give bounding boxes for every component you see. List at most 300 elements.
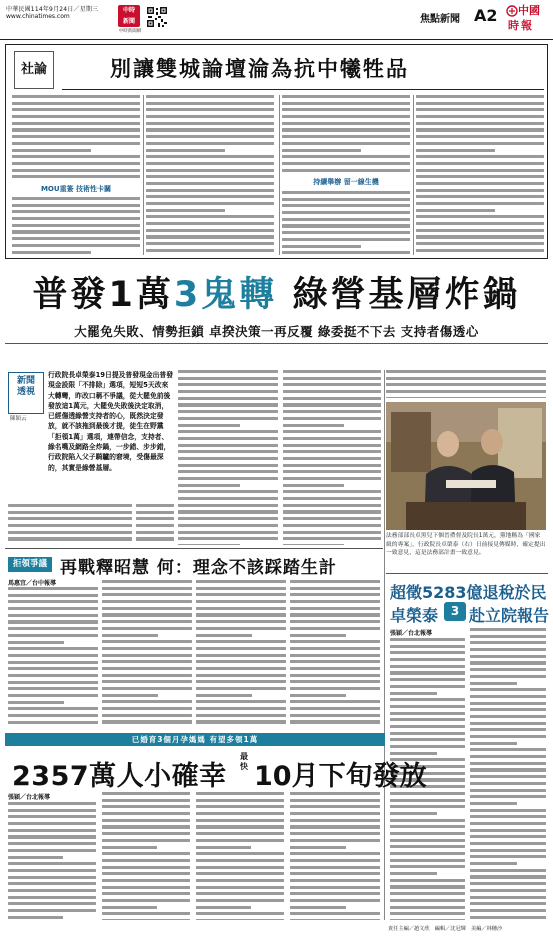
body-text-line (290, 886, 380, 889)
body-text-line (416, 182, 544, 185)
body-text-line (178, 544, 240, 545)
editorial-subhead-2: 持續舉辦 留一線生機 (313, 178, 379, 186)
tax-headline-line-1: 超徵5283億退稅於民 (390, 583, 547, 602)
body-text-line (196, 852, 284, 855)
body-text-line (196, 839, 284, 842)
body-text-line (283, 464, 381, 467)
lead-column-4 (386, 370, 546, 398)
body-text-line (470, 842, 546, 845)
payout-headline-tag: 最快 (240, 752, 248, 771)
body-text-line (283, 544, 344, 545)
body-text-line (196, 792, 284, 795)
body-text-line (102, 593, 192, 596)
body-text-line (102, 859, 190, 862)
body-text-line (102, 620, 192, 623)
payout-column-4 (290, 792, 380, 920)
body-text-line (470, 889, 546, 892)
body-text-line (178, 477, 278, 480)
page-number: A2 (474, 6, 498, 25)
body-text-line (290, 839, 380, 842)
body-text-line (102, 720, 192, 723)
editorial-title: 別讓雙城論壇淪為抗中犧牲品 (110, 56, 409, 81)
body-text-line (196, 899, 284, 902)
body-text-line (470, 902, 546, 905)
body-text-line (196, 620, 286, 623)
brand-name-top: 中國 (518, 4, 540, 17)
body-text-line (416, 242, 544, 245)
body-text-line (196, 640, 286, 643)
body-text-line (136, 531, 174, 534)
body-text-line (8, 876, 96, 879)
body-text-line (8, 822, 96, 825)
tax-headline-badge: 3 (444, 602, 466, 621)
body-text-line (416, 229, 544, 232)
body-text-line (290, 627, 380, 630)
body-text-line (470, 702, 546, 705)
body-text-line (386, 397, 546, 398)
body-text-line (8, 902, 96, 905)
body-text-line (102, 607, 192, 610)
body-text-line (196, 647, 286, 650)
body-text-line (146, 242, 274, 245)
body-text-line (102, 906, 157, 909)
body-text-line (283, 403, 381, 406)
body-text-line (178, 417, 278, 420)
body-text-line (470, 675, 546, 678)
masthead (0, 0, 553, 40)
editorial-column-1b (12, 197, 140, 255)
body-text-line (196, 654, 286, 657)
body-text-line (146, 249, 274, 252)
body-text-line (8, 654, 98, 657)
body-text-line (282, 149, 361, 152)
body-text-line (8, 531, 132, 534)
body-text-line (136, 524, 174, 527)
body-text-line (290, 720, 380, 723)
body-text-line (470, 896, 546, 899)
body-text-line (416, 202, 544, 205)
body-text-line (178, 383, 278, 386)
body-text-line (8, 587, 98, 590)
body-text-line (290, 819, 380, 822)
body-text-line (8, 517, 132, 520)
body-text-line (102, 600, 192, 603)
body-text-line (146, 215, 274, 218)
body-text-line (146, 209, 225, 212)
divider (5, 548, 383, 549)
app-logo-caption: 中時新聞網 (118, 29, 142, 34)
body-text-line (8, 607, 98, 610)
issue-date: 中華民國114年9月24日／星期三 (6, 6, 99, 13)
body-text-line (12, 128, 140, 131)
body-text-line (282, 198, 410, 201)
lead-headline-accent: 3鬼轉 (173, 275, 278, 315)
body-text-line (8, 809, 96, 812)
analysis-badge (8, 372, 44, 414)
body-text-line (470, 648, 546, 651)
body-text-line (196, 906, 251, 909)
body-text-line (12, 135, 140, 138)
body-text-line (8, 641, 64, 644)
body-text-line (146, 169, 274, 172)
body-text-line (390, 852, 465, 855)
body-text-line (12, 175, 140, 178)
body-text-line (102, 587, 192, 590)
body-text-line (102, 805, 190, 808)
body-text-line (178, 457, 278, 460)
lead-deck: 大罷免失敗、情勢拒鎖 卓揆決策一再反覆 綠委挺不下去 支持者傷透心 (74, 324, 479, 339)
site-url: www.chinatimes.com (6, 13, 70, 20)
body-text-line (390, 745, 465, 748)
body-text-line (196, 872, 284, 875)
payout-column-1 (8, 802, 96, 920)
body-text-line (102, 580, 192, 583)
body-text-line (102, 812, 190, 815)
body-text-line (102, 654, 192, 657)
body-text-line (283, 517, 381, 520)
lead-column-1 (8, 504, 132, 544)
body-text-line (146, 189, 274, 192)
body-text-line (470, 789, 546, 792)
body-text-line (290, 707, 380, 710)
body-text-line (102, 825, 190, 828)
body-text-line (136, 517, 174, 520)
debate-column-4 (290, 580, 380, 725)
body-text-line (283, 470, 381, 473)
body-text-line (12, 169, 140, 172)
body-text-line (470, 768, 546, 771)
body-text-line (290, 674, 380, 677)
body-text-line (282, 169, 410, 172)
body-text-line (290, 700, 380, 703)
body-text-line (416, 209, 495, 212)
body-text-line (290, 825, 380, 828)
body-text-line (390, 692, 437, 695)
analysis-lead: 行政院長卓榮泰19日提及普發現金出普發現金設限「不排除」選項，短短5天改來大轉彎，昨改口稱不爭議，從大罷免前後發放這1萬元，大罷免失敗後決定取消，已經傷透綠營支持者的心，既然決定發放，就不該拖到最後才提，徒生在野黨「拒領1萬」選項，連帶信念，支持者、綠名嘴及網路全炸鍋，一步錯、步步錯，行政院陷入父子騎驢的窘境，受傷最深的，其實是綠營基層。 (48, 371, 174, 472)
body-text-line (136, 511, 174, 514)
analysis-badge-top: 新聞 (16, 376, 35, 386)
body-text-line (390, 665, 465, 668)
body-text-line (282, 162, 410, 165)
body-text-line (470, 641, 546, 644)
body-text-line (196, 674, 286, 677)
body-text-line (282, 204, 410, 207)
body-text-line (290, 872, 380, 875)
body-text-line (196, 859, 284, 862)
lead-headline-part-1: 普發1萬 (32, 275, 174, 315)
body-text-line (178, 410, 278, 413)
payout-byline: 張穎／台北報導 (8, 794, 51, 801)
body-text-line (282, 102, 410, 105)
body-text-line (470, 916, 546, 919)
body-text-line (196, 634, 252, 637)
body-text-line (102, 680, 192, 683)
body-text-line (8, 681, 98, 684)
body-text-line (8, 600, 98, 603)
body-text-line (12, 122, 140, 125)
body-text-line (102, 799, 190, 802)
body-text-line (390, 651, 465, 654)
divider (386, 573, 548, 574)
body-text-line (102, 912, 190, 915)
body-text-line (178, 490, 278, 493)
body-text-line (290, 607, 380, 610)
body-text-line (290, 799, 380, 802)
body-text-line (283, 510, 381, 513)
body-text-line (283, 531, 381, 534)
body-text-line (290, 687, 380, 690)
body-text-line (8, 620, 98, 623)
body-text-line (416, 122, 544, 125)
body-text-line (416, 155, 544, 158)
body-text-line (416, 102, 544, 105)
body-text-line (290, 634, 346, 637)
body-text-line (470, 829, 546, 832)
body-text-line (390, 671, 465, 674)
body-text-line (8, 674, 98, 677)
body-text-line (470, 802, 517, 805)
body-text-line (283, 370, 381, 373)
editorial-column-3 (282, 95, 410, 173)
body-text-line (416, 195, 544, 198)
body-text-line (196, 799, 284, 802)
body-text-line (470, 668, 546, 671)
body-text-line (102, 899, 190, 902)
body-text-line (470, 708, 546, 711)
body-text-line (290, 600, 380, 603)
body-text-line (390, 912, 465, 915)
body-text-line (386, 390, 546, 393)
body-text-line (146, 122, 274, 125)
body-text-line (102, 667, 192, 670)
body-text-line (8, 524, 132, 527)
body-text-line (178, 390, 278, 393)
body-text-line (390, 732, 465, 735)
lead-column-2 (178, 370, 278, 545)
body-text-line (146, 155, 274, 158)
body-text-line (12, 204, 140, 207)
body-text-line (8, 504, 132, 507)
body-text-line (178, 424, 240, 427)
body-text-line (390, 832, 465, 835)
body-text-line (146, 115, 274, 118)
body-text-line (8, 707, 98, 710)
body-text-line (12, 102, 140, 105)
body-text-line (386, 377, 546, 380)
brand-name-bottom: 時報 (508, 19, 534, 32)
body-text-line (283, 417, 381, 420)
body-text-line (282, 115, 410, 118)
body-text-line (470, 661, 546, 664)
body-text-line (290, 899, 380, 902)
body-text-line (8, 889, 96, 892)
body-text-line (102, 872, 190, 875)
body-text-line (196, 919, 284, 920)
body-text-line (390, 845, 465, 848)
body-text-line (12, 237, 140, 240)
payout-headline-2: 10月下旬發放 (254, 761, 427, 792)
tax-column-2 (470, 628, 546, 920)
body-text-line (178, 430, 278, 433)
body-text-line (178, 464, 278, 467)
body-text-line (282, 211, 410, 214)
body-text-line (102, 700, 192, 703)
body-text-line (282, 218, 410, 221)
body-text-line (178, 497, 278, 500)
body-text-line (390, 685, 465, 688)
debate-byline: 馬惠宜／台中報導 (8, 580, 57, 587)
body-text-line (8, 896, 96, 899)
body-text-line (102, 674, 192, 677)
body-text-line (196, 886, 284, 889)
lead-column-3 (283, 370, 381, 545)
body-text-line (178, 484, 240, 487)
body-text-line (8, 694, 98, 697)
body-text-line (12, 142, 140, 145)
body-text-line (283, 377, 381, 380)
body-text-line (290, 647, 380, 650)
body-text-line (386, 370, 546, 373)
body-text-line (283, 504, 381, 507)
lead-headline-part-2: 綠營基層炸鍋 (277, 275, 521, 315)
body-text-line (290, 852, 380, 855)
body-text-line (8, 594, 98, 597)
body-text-line (416, 115, 544, 118)
editorial-column-4 (416, 95, 544, 255)
body-text-line (416, 108, 544, 111)
body-text-line (146, 142, 274, 145)
payout-column-2 (102, 792, 190, 920)
body-text-line (282, 224, 410, 227)
body-text-line (470, 869, 546, 872)
body-text-line (290, 859, 380, 862)
lead-column-1b (136, 504, 174, 544)
body-text-line (416, 215, 544, 218)
body-text-line (8, 687, 98, 690)
body-text-line (416, 128, 544, 131)
body-text-line (282, 251, 410, 254)
body-text-line (416, 162, 544, 165)
body-text-line (146, 162, 274, 165)
body-text-line (290, 587, 380, 590)
body-text-line (146, 128, 274, 131)
body-text-line (12, 95, 140, 98)
body-text-line (196, 825, 284, 828)
body-text-line (416, 95, 544, 98)
body-text-line (470, 722, 546, 725)
body-text-line (290, 912, 380, 915)
body-text-line (12, 108, 140, 111)
editorial-column-2 (146, 95, 274, 255)
debate-column-3 (196, 580, 286, 725)
body-text-line (196, 600, 286, 603)
body-text-line (8, 835, 96, 838)
body-text-line (196, 846, 251, 849)
body-text-line (282, 122, 410, 125)
body-text-line (102, 879, 190, 882)
body-text-line (290, 919, 380, 920)
divider (143, 95, 144, 255)
body-text-line (290, 694, 346, 697)
body-text-line (283, 497, 381, 500)
body-text-line (102, 694, 158, 697)
payout-column-3 (196, 792, 284, 920)
body-text-line (146, 229, 274, 232)
body-text-line (8, 701, 64, 704)
body-text-line (290, 620, 380, 623)
section-name: 焦點新聞 (420, 14, 460, 25)
body-text-line (102, 634, 158, 637)
body-text-line (390, 825, 465, 828)
body-text-line (178, 444, 278, 447)
debate-headline: 再戰釋昭慧 何：理念不該踩踏生計 (60, 558, 337, 578)
body-text-line (8, 714, 98, 717)
body-text-line (470, 909, 546, 912)
body-text-line (146, 149, 225, 152)
body-text-line (290, 660, 380, 663)
body-text-line (470, 835, 546, 838)
body-text-line (178, 450, 278, 453)
app-logo-icon: 中時 新聞 (118, 5, 140, 27)
body-text-line (390, 678, 465, 681)
body-text-line (146, 195, 274, 198)
debate-column-2 (102, 580, 192, 725)
body-text-line (102, 892, 190, 895)
body-text-line (196, 660, 286, 663)
body-text-line (470, 742, 517, 745)
body-text-line (390, 879, 465, 882)
body-text-line (102, 832, 190, 835)
body-text-line (470, 715, 546, 718)
body-text-line (178, 531, 278, 534)
body-text-line (470, 822, 546, 825)
body-text-line (283, 390, 381, 393)
body-text-line (178, 377, 278, 380)
body-text-line (390, 859, 465, 862)
body-text-line (102, 660, 192, 663)
body-text-line (390, 892, 465, 895)
body-text-line (283, 490, 381, 493)
body-text-line (390, 658, 465, 661)
body-text-line (470, 728, 546, 731)
body-text-line (470, 688, 546, 691)
body-text-line (470, 782, 546, 785)
body-text-line (178, 524, 278, 527)
body-text-line (290, 667, 380, 670)
body-text-line (282, 128, 410, 131)
body-text-line (470, 775, 546, 778)
body-text-line (470, 882, 546, 885)
body-text-line (390, 872, 437, 875)
body-text-line (146, 102, 274, 105)
body-text-line (282, 155, 410, 158)
body-text-line (12, 244, 140, 247)
news-photo (386, 402, 546, 530)
body-text-line (470, 635, 546, 638)
body-text-line (196, 892, 284, 895)
body-text-line (102, 846, 157, 849)
body-text-line (178, 537, 278, 540)
tax-headline-line-2a: 卓榮泰 (390, 606, 439, 625)
body-text-line (196, 707, 286, 710)
body-text-line (136, 504, 174, 507)
body-text-line (470, 855, 546, 858)
body-text-line (8, 829, 96, 832)
body-text-line (282, 135, 410, 138)
qr-code-icon (146, 6, 168, 28)
body-text-line (290, 654, 380, 657)
body-text-line (283, 450, 381, 453)
